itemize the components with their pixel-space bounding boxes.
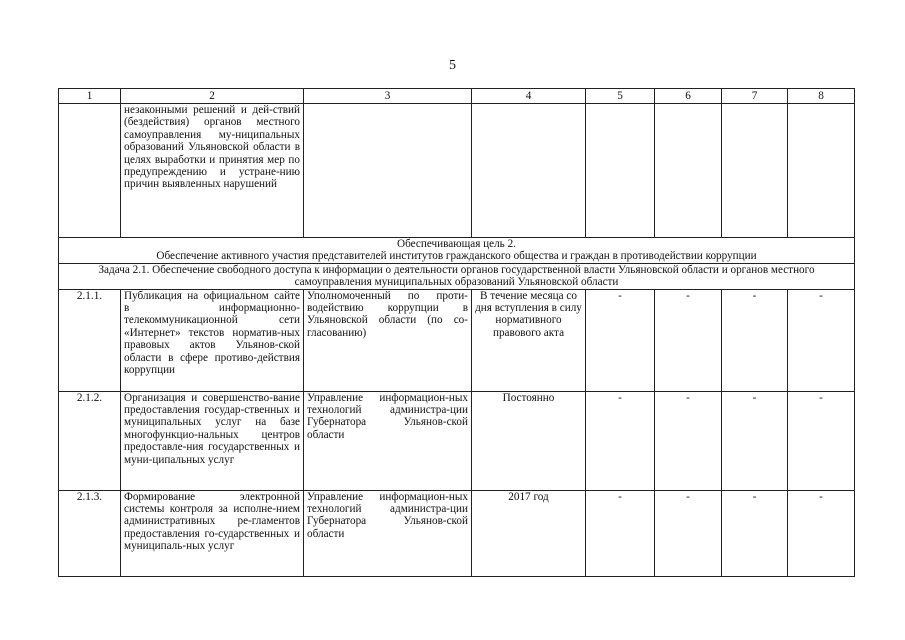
goal-row (59, 238, 855, 264)
column-numbers-row (59, 89, 855, 104)
value-cell: - (788, 289, 855, 391)
value-cell: - (586, 289, 655, 391)
task-row (59, 263, 855, 289)
column-number: 3 (304, 89, 472, 104)
responsible-cell: Управление информацион-ных технологий администра-ции Губернатора Ульянов-ской области (304, 391, 472, 490)
term-cell: Постоянно (472, 391, 586, 490)
row-number: 2.1.1. (59, 289, 121, 391)
value-cell: - (788, 391, 855, 490)
task-cell: Задача 2.1. Обеспечение свободного доступа к информации о деятельности органов государственной власти Ульяновской области и органов местного самоуправления муниципальных образований Ульяновской области (59, 263, 855, 289)
value-cell: - (655, 289, 722, 391)
action-cell: Организация и совершенство-вание предоставления государ-ственных и муниципальных услуг на базе многофункцио-нальных центров предоставле-ния государственных и муни-ципальных услуг (121, 391, 304, 490)
continued-row (59, 104, 855, 238)
row-number: 2.1.2. (59, 391, 121, 490)
value-cell: - (722, 289, 788, 391)
table-row (59, 391, 855, 490)
value-cell: - (586, 391, 655, 490)
column-number: 1 (59, 89, 121, 104)
continued-action-text: незаконными решений и дей-ствий (бездействия) органов местного самоуправления му-ниципальных образований Ульяновской области в целях выработки и принятия мер по предупреждению и устране-нию причин выявленных нарушений (121, 104, 304, 238)
value-cell: - (722, 391, 788, 490)
value-cell: - (655, 391, 722, 490)
row-number: 2.1.3. (59, 490, 121, 576)
responsible-cell: Уполномоченный по проти-водействию коррупции в Ульяновской области (по со-гласованию) (304, 289, 472, 391)
value-cell: - (586, 490, 655, 576)
goal-cell (59, 238, 855, 264)
value-cell: - (788, 490, 855, 576)
action-cell: Формирование электронной системы контроля за исполне-нием административных ре-гламентов предоставления го-сударственных и муниципаль-ных услуг (121, 490, 304, 576)
page-number: 5 (449, 58, 456, 73)
column-number: 8 (788, 89, 855, 104)
column-number: 5 (586, 89, 655, 104)
value-cell: - (722, 490, 788, 576)
action-cell: Публикация на официальном сайте в информационно-телекоммуникационной сети «Интернет» текстов норматив-ных правовых актов Ульянов-ской области в сфере противо-действия коррупции (121, 289, 304, 391)
column-number: 2 (121, 89, 304, 104)
table-row (59, 490, 855, 576)
goal-text: Обеспечение активного участия представителей институтов гражданского общества и граждан в противодействии коррупции (156, 250, 757, 263)
value-cell: - (655, 490, 722, 576)
table-row (59, 289, 855, 391)
plan-table (58, 88, 855, 577)
responsible-cell: Управление информацион-ных технологий администра-ции Губернатора Ульянов-ской области (304, 490, 472, 576)
goal-title: Обеспечивающая цель 2. (397, 238, 516, 250)
column-number: 4 (472, 89, 586, 104)
column-number: 6 (655, 89, 722, 104)
term-cell: 2017 год (472, 490, 586, 576)
term-cell: В течение месяца со дня вступления в силу нормативного правового акта (472, 289, 586, 391)
column-number: 7 (722, 89, 788, 104)
